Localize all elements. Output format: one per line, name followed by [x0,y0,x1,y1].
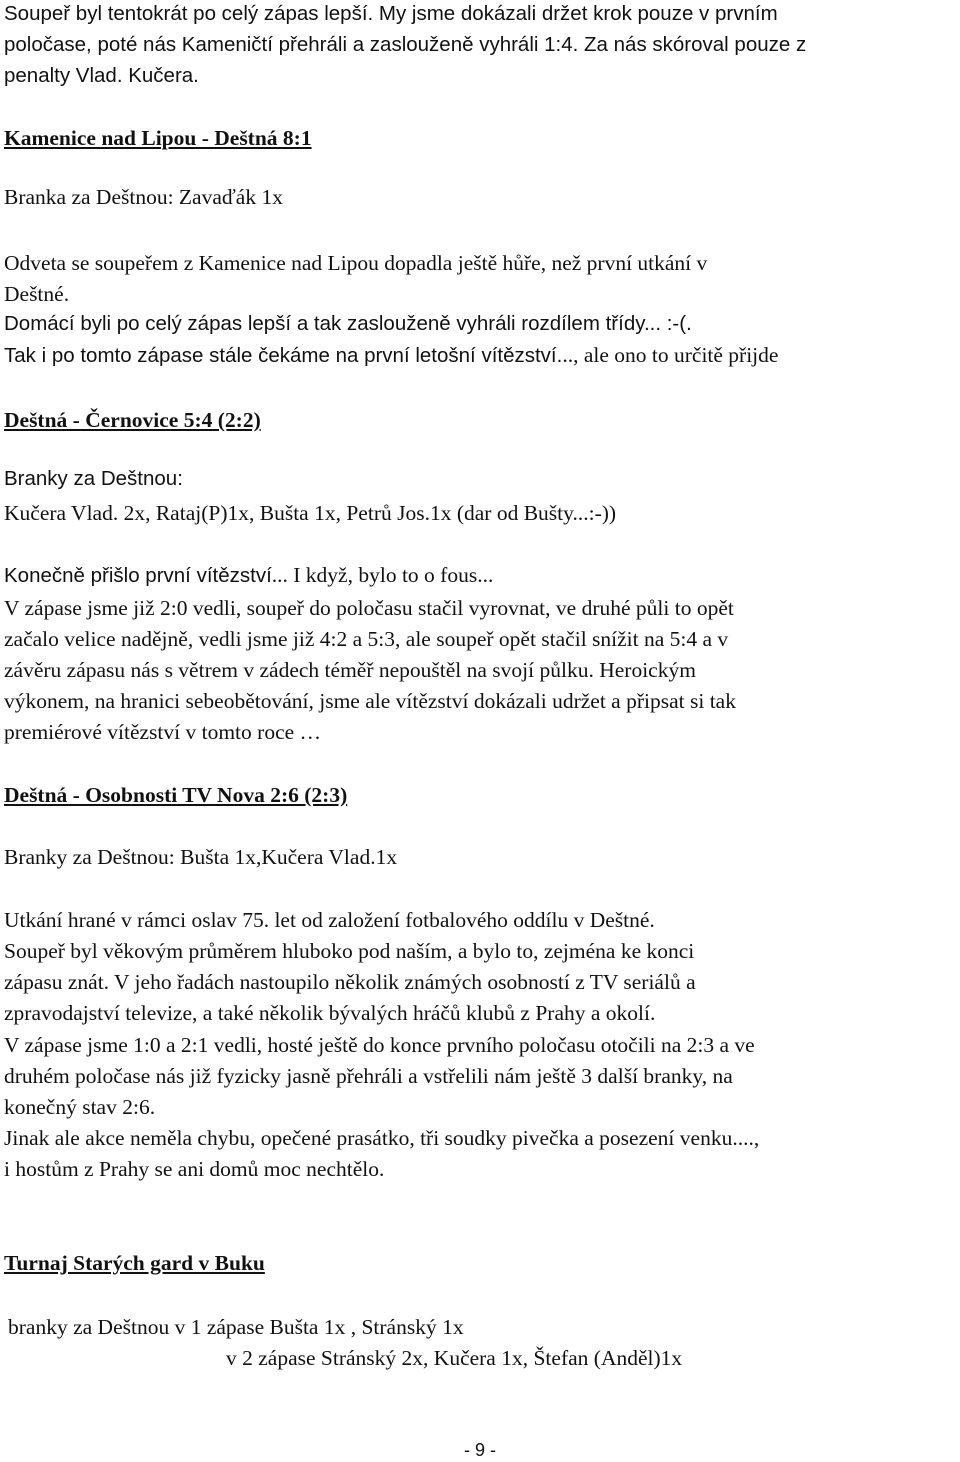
text-line [4,561,493,590]
text-line: Soupeř byl tentokrát po celý zápas lepší. My jsme dokázali držet krok pouze v prvním [4,2,778,25]
text-line: Domácí byli po celý zápas lepší a tak zaslouženě vyhráli rozdílem třídy... :-(. [4,312,692,335]
page-number: - 9 - [463,1440,496,1460]
text-line: Soupeř byl věkovým průměrem hluboko pod naším, a bylo to, zejména ke konci [4,939,695,963]
match-heading: Deštná - Černovice 5:4 (2:2) [4,408,261,432]
goals-line: v 2 zápase Stránský 2x, Kučera 1x, Štefan (Anděl)1x [226,1346,683,1370]
tournament-heading: Turnaj Starých gard v Buku [4,1251,265,1275]
text-line: začalo velice nadějně, vedli jsme již 4:2 a 5:3, ale soupeř opět stačil snížit na 5:4 a v [4,627,729,651]
goals-line: Kučera Vlad. 2x, Rataj(P)1x, Bušta 1x, Petrů Jos.1x (dar od Bušty...:-)) [4,501,617,525]
goals-label: Branky za Deštnou: [4,467,183,490]
text-line: druhém poločase nás již fyzicky jasně přehráli a vstřelili nám ještě 3 další branky, na [4,1064,733,1088]
goals-line: Branka za Deštnou: Zavaďák 1x [4,185,283,209]
goals-line: branky za Deštnou v 1 zápase Bušta 1x , Stránský 1x [8,1315,464,1339]
text-line: penalty Vlad. Kučera. [4,64,199,87]
text-line: zpravodajství televize, a také několik bývalých hráčů klubů z Prahy a okolí. [4,1001,656,1025]
text-span: Konečně přišlo první vítězství [4,564,272,587]
text-line: konečný stav 2:6. [4,1095,156,1119]
text-line: Utkání hrané v rámci oslav 75. let od založení fotbalového oddílu v Deštné. [4,908,655,932]
goals-line: Branky za Deštnou: Bušta 1x,Kučera Vlad.1x [4,845,398,869]
text-line: poločase, poté nás Kameničtí přehráli a zaslouženě vyhráli 1:4. Za nás skóroval pouze z [4,33,807,56]
text-line: zápasu znát. V jeho řadách nastoupilo několik známých osobností z TV seriálů a [4,970,696,994]
text-span: .., ale ono to určitě přijde [562,343,779,367]
text-span: Tak i po tomto zápase stále čekáme na první letošní vítězství. [4,344,563,367]
text-line: Jinak ale akce neměla chybu, opečené prasátko, tři soudky pivečka a posezení venku...., [4,1126,760,1150]
match-heading: Kamenice nad Lipou - Deštná 8:1 [4,126,312,150]
text-span: ... I když, bylo to o fous... [271,563,494,587]
text-line: Odveta se soupeřem z Kamenice nad Lipou dopadla ještě hůře, než první utkání v [4,251,708,275]
text-line: Deštné. [4,282,70,306]
text-line: závěru zápasu nás s větrem v zádech téměř nepouštěl na svojí půlku. Heroickým [4,658,696,682]
text-line: výkonem, na hranici sebeobětování, jsme ale vítězství dokázali udržet a připsat si tak [4,689,736,713]
text-line: V zápase jsme 1:0 a 2:1 vedli, hosté ještě do konce prvního poločasu otočili na 2:3 a ve [4,1033,755,1057]
text-line: i hostům z Prahy se ani domů moc nechtělo. [4,1157,385,1181]
text-line: premiérové vítězství v tomto roce … [4,720,322,744]
text-line [4,341,778,370]
match-heading: Deštná - Osobnosti TV Nova 2:6 (2:3) [4,783,348,807]
text-line: V zápase jsme již 2:0 vedli, soupeř do poločasu stačil vyrovnat, ve druhé půli to opět [4,596,734,620]
